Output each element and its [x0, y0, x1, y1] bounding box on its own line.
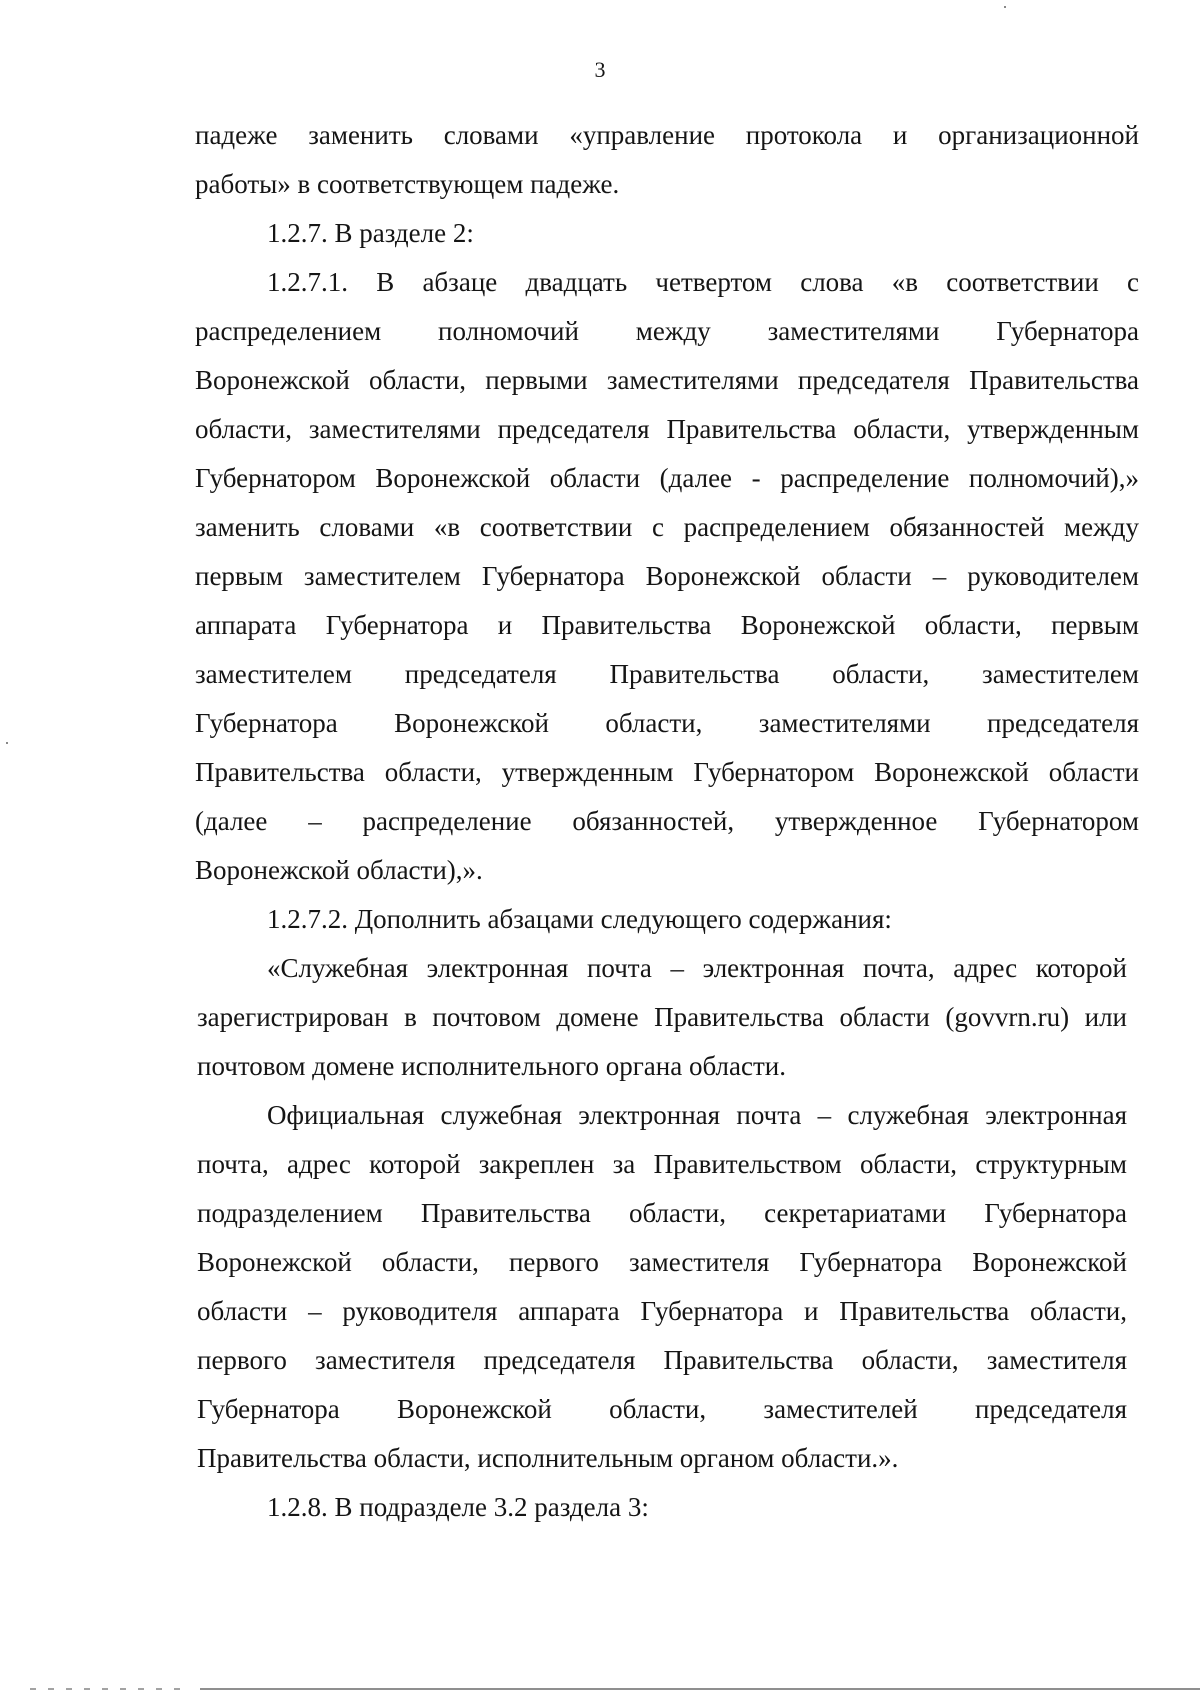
- scan-speck: [1004, 6, 1006, 8]
- text-line: заменить словами «в соответствии с распределением обязанностей между: [195, 512, 1139, 542]
- text-line: 1.2.7. В разделе 2:: [267, 218, 474, 248]
- text-line: области – руководителя аппарата Губернатора и Правительства области,: [197, 1296, 1127, 1326]
- text-line: Правительства области, утвержденным Губернатором Воронежской области: [195, 757, 1139, 787]
- document-body: [0, 111, 1200, 1532]
- text-line: 1.2.8. В подразделе 3.2 раздела 3:: [267, 1492, 649, 1522]
- text-line: заместителем председателя Правительства области, заместителем: [195, 659, 1139, 689]
- scan-speck: [6, 742, 8, 744]
- text-line: работы» в соответствующем падеже.: [195, 169, 620, 199]
- text-line: первого заместителя председателя Правительства области, заместителя: [197, 1345, 1127, 1375]
- text-line: Губернатором Воронежской области (далее - распределение полномочий),»: [195, 463, 1139, 493]
- text-line: Губернатора Воронежской области, заместителями председателя: [195, 708, 1139, 738]
- text-line: подразделением Правительства области, секретариатами Губернатора: [197, 1198, 1127, 1228]
- text-line: почтовом домене исполнительного органа области.: [197, 1051, 786, 1081]
- text-line: 1.2.7.1. В абзаце двадцать четвертом слова «в соответствии с: [267, 267, 1139, 297]
- scan-edge-line: [200, 1688, 1200, 1690]
- text-line: Воронежской области, первого заместителя Губернатора Воронежской: [197, 1247, 1127, 1277]
- text-line: аппарата Губернатора и Правительства Воронежской области, первым: [195, 610, 1139, 640]
- text-line: падеже заменить словами «управление протокола и организационной: [195, 120, 1139, 150]
- text-line: Воронежской области, первыми заместителями председателя Правительства: [195, 365, 1139, 395]
- text-line: Губернатора Воронежской области, заместителей председателя: [197, 1394, 1127, 1424]
- text-line: Правительства области, исполнительным органом области.».: [197, 1443, 899, 1473]
- text-line: почта, адрес которой закреплен за Правительством области, структурным: [197, 1149, 1127, 1179]
- text-line: Официальная служебная электронная почта – служебная электронная: [267, 1100, 1127, 1130]
- text-line: зарегистрирован в почтовом домене Правительства области (govvrn.ru) или: [197, 1002, 1127, 1032]
- text-line: Воронежской области),».: [195, 855, 483, 885]
- text-line: области, заместителями председателя Правительства области, утвержденным: [195, 414, 1139, 444]
- text-line: распределением полномочий между заместителями Губернатора: [195, 316, 1139, 346]
- text-line: «Служебная электронная почта – электронная почта, адрес которой: [267, 953, 1127, 983]
- text-line: первым заместителем Губернатора Воронежской области – руководителем: [195, 561, 1139, 591]
- text-line: (далее – распределение обязанностей, утвержденное Губернатором: [195, 806, 1139, 836]
- page-number: 3: [594, 57, 606, 82]
- text-line: 1.2.7.2. Дополнить абзацами следующего содержания:: [267, 904, 892, 934]
- scan-artifact: [30, 1688, 190, 1690]
